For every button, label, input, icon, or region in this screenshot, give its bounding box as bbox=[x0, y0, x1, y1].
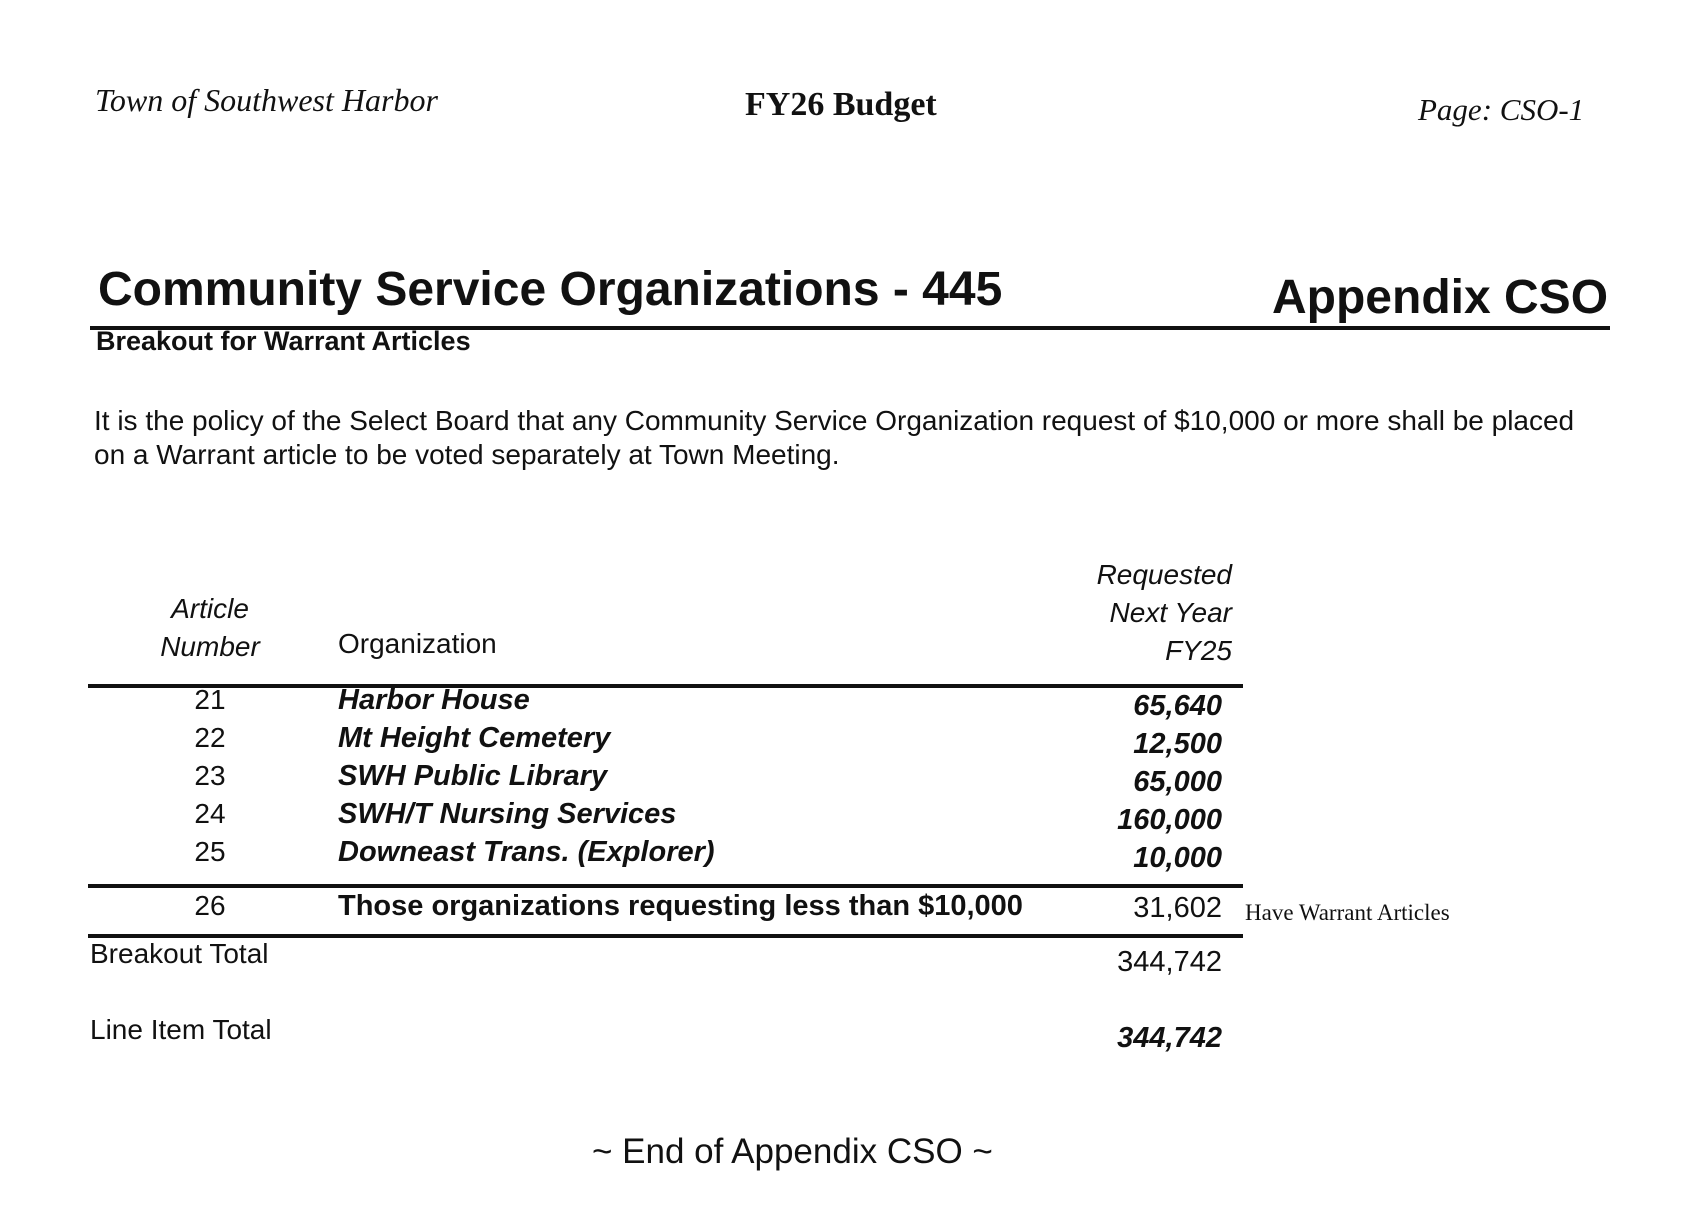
article-header-line1: Article bbox=[171, 593, 249, 624]
page-number: Page: CSO-1 bbox=[1418, 92, 1585, 127]
article-number: 22 bbox=[194, 722, 226, 753]
article-number: 21 bbox=[194, 684, 226, 715]
table-row bbox=[0, 684, 1694, 722]
section-rule bbox=[88, 884, 1243, 888]
warrant-note: Have Warrant Articles bbox=[1245, 900, 1450, 925]
page-subtitle: Breakout for Warrant Articles bbox=[96, 326, 471, 356]
requested-amount: 65,640 bbox=[1133, 690, 1222, 722]
requested-header-line1: Requested bbox=[1096, 559, 1232, 590]
requested-amount: 31,602 bbox=[1133, 892, 1222, 924]
organization-name: SWH/T Nursing Services bbox=[338, 798, 677, 830]
requested-amount: 160,000 bbox=[1117, 804, 1222, 836]
policy-paragraph: It is the policy of the Select Board that any Community Service Organization request of $10,000 or more shall be placed on a Warrant article to be voted separately at Town Meeting. bbox=[94, 405, 1575, 470]
article-number: 25 bbox=[194, 836, 226, 867]
organization-name: SWH Public Library bbox=[338, 760, 608, 792]
article-header-line2: Number bbox=[160, 631, 260, 662]
page-title: Community Service Organizations - 445 bbox=[98, 263, 1003, 316]
requested-amount: 65,000 bbox=[1133, 766, 1222, 798]
requested-header bbox=[980, 556, 1232, 670]
organization-name: Mt Height Cemetery bbox=[338, 722, 611, 754]
table-row bbox=[0, 760, 1694, 798]
requested-amount: 10,000 bbox=[1133, 842, 1222, 874]
article-number: 23 bbox=[194, 760, 226, 791]
requested-header-line3: FY25 bbox=[1165, 635, 1232, 666]
appendix-label: Appendix CSO bbox=[1272, 271, 1609, 324]
article-number-header bbox=[130, 590, 290, 666]
line-item-total-label: Line Item Total bbox=[90, 1014, 272, 1045]
breakout-total-amount: 344,742 bbox=[1117, 946, 1222, 978]
budget-title: FY26 Budget bbox=[745, 86, 937, 123]
organization-header: Organization bbox=[338, 628, 497, 659]
table-row bbox=[0, 836, 1694, 874]
organization-name: Harbor House bbox=[338, 684, 530, 716]
organization-name: Those organizations requesting less than $10,000 bbox=[338, 890, 1023, 922]
organization-name: Downeast Trans. (Explorer) bbox=[338, 836, 715, 868]
town-name: Town of Southwest Harbor bbox=[95, 82, 438, 118]
article-number: 26 bbox=[194, 890, 226, 921]
line-item-total-amount: 344,742 bbox=[1117, 1022, 1222, 1054]
end-of-appendix: ~ End of Appendix CSO ~ bbox=[592, 1132, 993, 1171]
requested-header-line2: Next Year bbox=[1109, 597, 1232, 628]
article-number: 24 bbox=[194, 798, 226, 829]
table-row bbox=[0, 722, 1694, 760]
table-row bbox=[0, 798, 1694, 836]
breakout-total-label: Breakout Total bbox=[90, 938, 269, 969]
requested-amount: 12,500 bbox=[1133, 728, 1222, 760]
